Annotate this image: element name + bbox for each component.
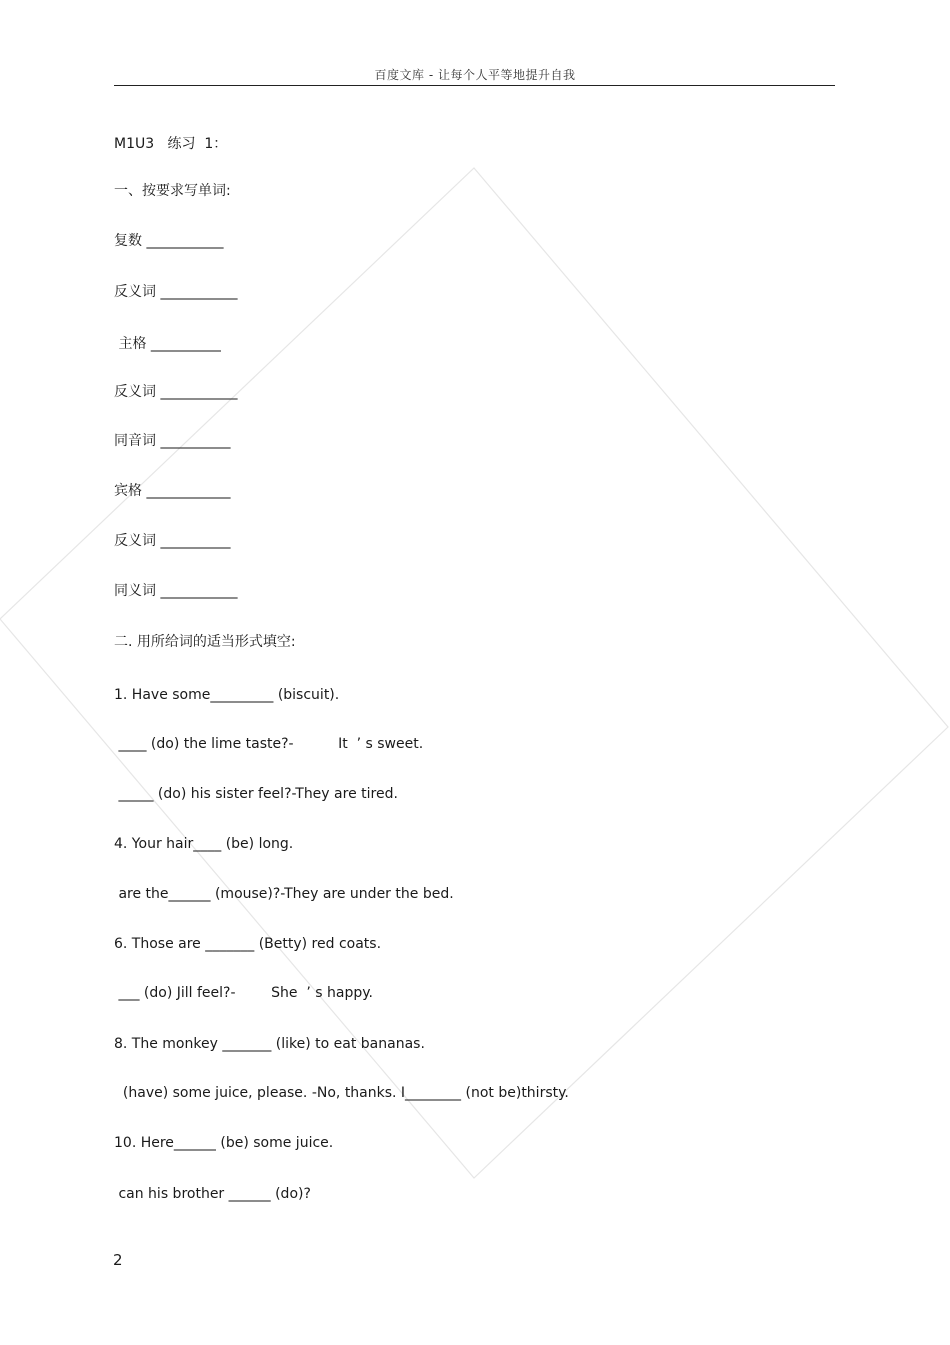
section2-item: ____ (do) the lime taste?- It ’ s sweet. [114, 736, 424, 752]
header-divider [114, 85, 835, 86]
section1-item: 反义词 __________ [114, 533, 231, 549]
section2-item: (have) some juice, please. -No, thanks. I________ (not be)thirsty. [114, 1085, 569, 1101]
section2-item: 10. Here______ (be) some juice. [114, 1135, 334, 1151]
section2-item: are the______ (mouse)?-They are under the bed. [114, 886, 454, 902]
page-header: 百度文库 - 让每个人平等地提升自我 [374, 68, 576, 82]
section2-heading: 二. 用所给词的适当形式填空: [114, 634, 296, 650]
section1-item: 反义词 ___________ [114, 284, 238, 300]
section1-item: 同义词 ___________ [114, 583, 238, 599]
section2-item: 4. Your hair____ (be) long. [114, 836, 294, 852]
section2-item: ___ (do) Jill feel?- She ’ s happy. [114, 985, 373, 1001]
section1-item: 主格 __________ [114, 336, 221, 352]
section2-item: 8. The monkey _______ (like) to eat bananas. [114, 1036, 425, 1052]
section1-item: 反义词 ___________ [114, 384, 238, 400]
section2-item: 1. Have some_________ (biscuit). [114, 687, 340, 703]
section1-item: 宾格 ____________ [114, 483, 231, 499]
exercise-title: M1U3 练习 1： [114, 136, 228, 152]
section2-item: _____ (do) his sister feel?-They are tired. [114, 786, 398, 802]
section1-heading: 一、按要求写单词: [114, 183, 231, 199]
page-number: 2 [113, 1251, 123, 1269]
section1-item: 复数 ___________ [114, 233, 224, 249]
section2-item: 6. Those are _______ (Betty) red coats. [114, 936, 382, 952]
section1-item: 同音词 __________ [114, 433, 231, 449]
section2-item: can his brother ______ (do)? [114, 1186, 311, 1202]
